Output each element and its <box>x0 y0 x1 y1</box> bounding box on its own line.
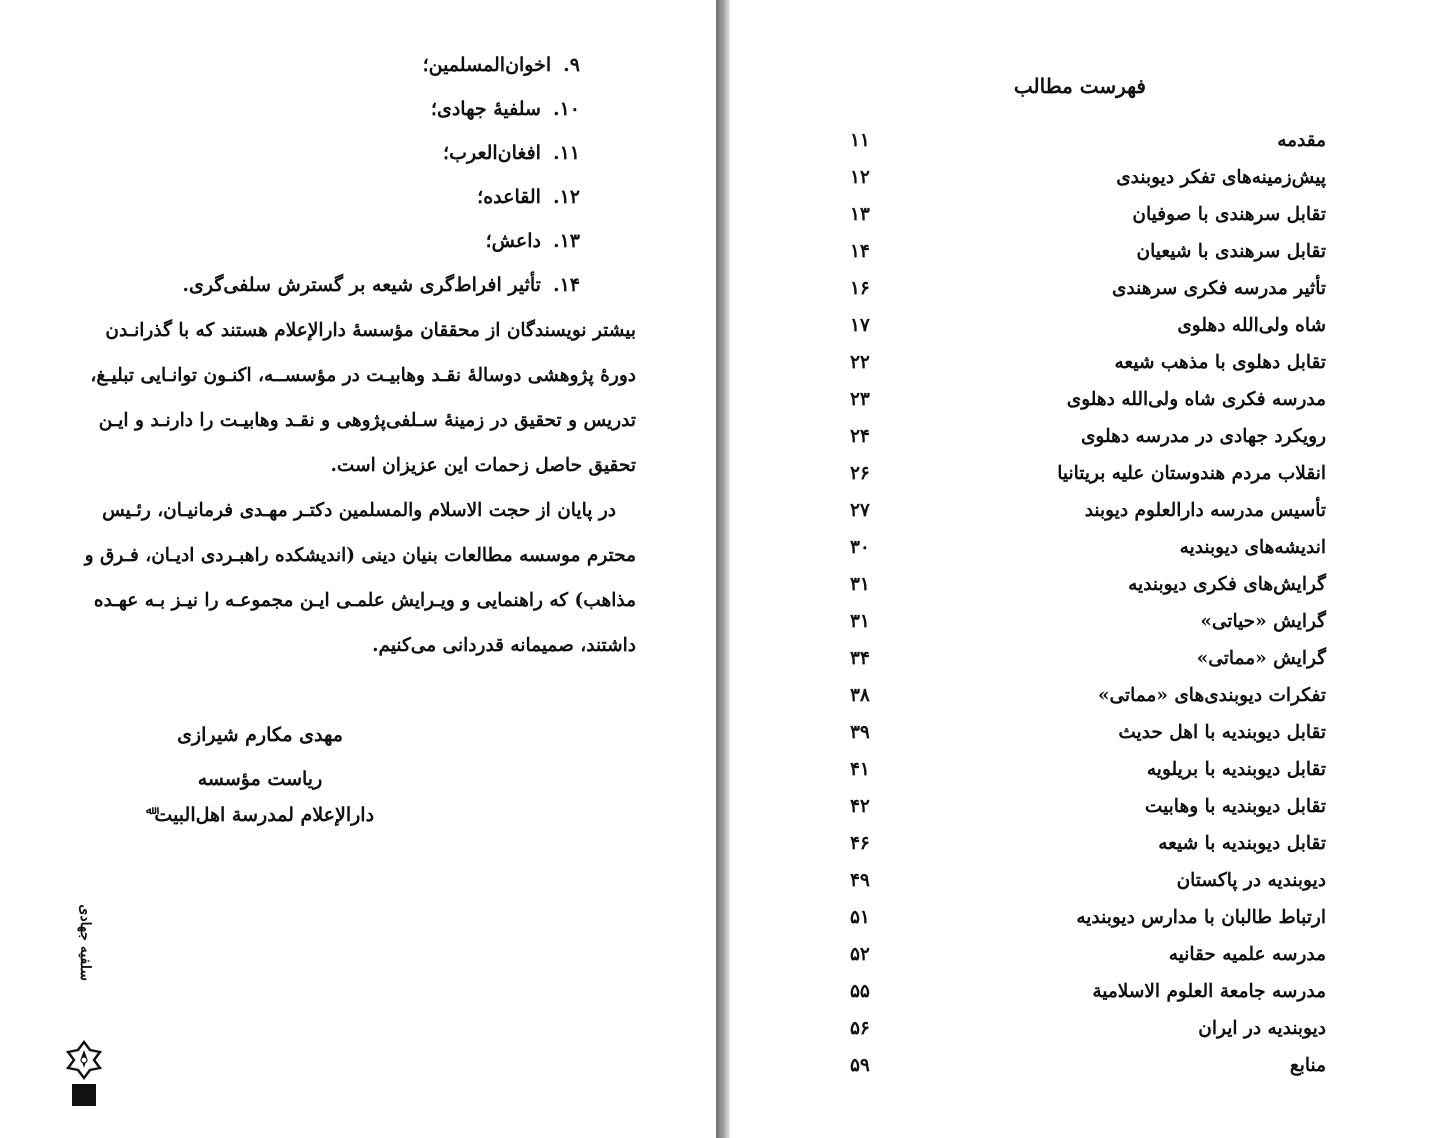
toc-entry-page: ۳۱ <box>850 574 870 595</box>
toc-entry-title: انقلاب مردم هندوستان علیه بریتانیا <box>1057 463 1326 484</box>
toc-entry-title: پیش‌زمینه‌های تفکر دیوبندی <box>1116 167 1326 188</box>
toc-entry[interactable] <box>850 315 1326 345</box>
salutation-glyph: ﷲ <box>145 804 153 817</box>
list-item <box>443 142 580 164</box>
toc-entry-title: ارتباط طالبان با مدارس دیوبندیه <box>1076 907 1326 928</box>
toc-entry[interactable] <box>850 870 1326 900</box>
book-spine-gutter <box>716 0 730 1138</box>
list-item <box>182 274 580 296</box>
list-item <box>431 98 580 120</box>
list-item-number: ۱۳. <box>552 230 580 252</box>
toc-entry-title: رویکرد جهادی در مدرسه دهلوی <box>1080 426 1326 447</box>
left-page <box>0 0 716 1138</box>
toc-entry-title: گرایش «مماتی» <box>1196 648 1326 669</box>
paragraph-line: داشتند، صمیمانه قدردانی می‌کنیم. <box>372 635 636 656</box>
toc-entry-title: مدرسه علمیه حقانیه <box>1168 944 1326 965</box>
toc-entry[interactable] <box>850 389 1326 419</box>
toc-entry[interactable] <box>850 907 1326 937</box>
toc-entry[interactable] <box>850 1055 1326 1085</box>
toc-entry-page: ۲۴ <box>850 426 870 447</box>
toc-entry-title: تقابل سرهندی با شیعیان <box>1136 241 1326 262</box>
list-item-text: سلفیهٔ جهادی؛ <box>430 98 541 120</box>
toc-entry-page: ۳۸ <box>850 685 870 706</box>
toc-entry-page: ۲۶ <box>850 463 870 484</box>
list-item-number: ۱۴. <box>552 274 580 296</box>
toc-entry[interactable] <box>850 167 1326 197</box>
toc-entry-title: تقابل دیوبندیه با شیعه <box>1158 833 1326 854</box>
toc-entry-page: ۲۲ <box>850 352 870 373</box>
toc-entry-title: دیوبندیه در پاکستان <box>1176 870 1326 891</box>
toc-entry-page: ۵۶ <box>850 1018 870 1039</box>
toc-entry[interactable] <box>850 241 1326 271</box>
toc-entry[interactable] <box>850 278 1326 308</box>
toc-entry[interactable] <box>850 759 1326 789</box>
toc-entry-page: ۵۱ <box>850 907 870 928</box>
toc-entry-page: ۴۶ <box>850 833 870 854</box>
paragraph-line: مذاهب) که راهنمایی و ویـرایش علمـی ایـن مجموعـه را نیـز بـه عهـده <box>93 590 636 611</box>
toc-entry-page: ۵۵ <box>850 981 870 1002</box>
toc-entry-page: ۱۴ <box>850 241 870 262</box>
toc-entry[interactable] <box>850 796 1326 826</box>
signature-name: مهدی مکارم شیرازی <box>177 724 343 746</box>
paragraph-line: در پایان از حجت الاسلام والمسلمین دکتـر مهـدی فرمانیـان، رئـیس <box>102 500 616 521</box>
toc-entry[interactable] <box>850 611 1326 641</box>
toc-entry[interactable] <box>850 204 1326 234</box>
toc-entry[interactable] <box>850 463 1326 493</box>
toc-entry[interactable] <box>850 500 1326 530</box>
list-item-text: اخوان‌المسلمین؛ <box>422 54 552 76</box>
toc-entry[interactable] <box>850 833 1326 863</box>
toc-entry-page: ۱۲ <box>850 167 870 188</box>
list-item <box>486 230 580 252</box>
toc-entry-title: مقدمه <box>1277 130 1326 151</box>
toc-entry-title: تقابل دیوبندیه با وهابیت <box>1144 796 1326 817</box>
toc-entry[interactable] <box>850 685 1326 715</box>
toc-entry-page: ۳۱ <box>850 611 870 632</box>
toc-entry-title: تقابل دیوبندیه با بریلویه <box>1146 759 1326 780</box>
toc-entry-page: ۵۲ <box>850 944 870 965</box>
list-item-text: داعش؛ <box>485 230 541 252</box>
list-item-number: ۱۰. <box>552 98 580 120</box>
toc-entry[interactable] <box>850 1018 1326 1048</box>
signature-institute <box>140 804 380 826</box>
list-item <box>477 186 580 208</box>
paragraph-line: محترم موسسه مطالعات بنیان دینی (اندیشکده راهبـردی ادیـان، فـرق و <box>84 545 636 566</box>
list-item-number: ۹. <box>563 54 580 76</box>
toc-entry-title: مدرسه جامعة العلوم الاسلامیة <box>1092 981 1326 1002</box>
paragraph-line: تحقیق حاصل زحمات این عزیزان است. <box>330 455 636 476</box>
paragraph-line: دورهٔ پژوهشی دوسالهٔ نقـد وهابیـت در مؤسســه، اکنـون توانـایی تبلیـغ، <box>90 365 636 386</box>
toc-entry-title: گرایش‌های فکری دیوبندیه <box>1128 574 1326 595</box>
toc-entry-title: اندیشه‌های دیوبندیه <box>1179 537 1326 558</box>
toc-entry-page: ۳۹ <box>850 722 870 743</box>
toc-entry[interactable] <box>850 981 1326 1011</box>
toc-entry[interactable] <box>850 426 1326 456</box>
list-item-text: افغان‌العرب؛ <box>443 142 541 164</box>
toc-entry[interactable] <box>850 537 1326 567</box>
toc-entry-page: ۱۶ <box>850 278 870 299</box>
toc-entry-page: ۳۰ <box>850 537 870 558</box>
list-item <box>423 54 580 76</box>
paragraph-line: تدریس و تحقیق در زمینهٔ سـلفی‌پژوهی و نقـد وهابیـت را دارنـد و ایـن <box>98 410 636 431</box>
signature-role: ریاست مؤسسه <box>197 768 323 790</box>
toc-entry[interactable] <box>850 352 1326 382</box>
running-head <box>70 904 100 988</box>
toc-entry-title: تقابل سرهندی با صوفیان <box>1132 204 1326 225</box>
toc-entry-title: دیوبندیه در ایران <box>1198 1018 1326 1039</box>
toc-entry-title: تأثیر مدرسه فکری سرهندی <box>1111 278 1326 299</box>
toc-heading: فهرست مطالب <box>1013 74 1146 98</box>
list-item-text: القاعده؛ <box>477 186 541 208</box>
right-page <box>730 0 1446 1138</box>
toc-entry-page: ۲۷ <box>850 500 870 521</box>
list-item-text: تأثیر افراط‌گری شیعه بر گسترش سلفی‌گری. <box>182 274 541 296</box>
toc-entry-title: تأسیس مدرسه دارالعلوم دیوبند <box>1084 500 1326 521</box>
list-item-number: ۱۱. <box>552 142 580 164</box>
toc-entry-title: منابع <box>1289 1055 1326 1076</box>
toc-entry-title: تقابل دیوبندیه با اهل حدیث <box>1118 722 1326 743</box>
toc-entry-page: ۵۹ <box>850 1055 870 1076</box>
toc-entry-page: ۱۳ <box>850 204 870 225</box>
toc-entry-page: ۳۴ <box>850 648 870 669</box>
running-head-text: سلفیه جهادی <box>77 904 93 981</box>
toc-entry-title: مدرسه فکری شاه ولی‌الله دهلوی <box>1066 389 1326 410</box>
toc-entry-page: ۴۲ <box>850 796 870 817</box>
toc-entry-page: ۴۱ <box>850 759 870 780</box>
toc-entry[interactable] <box>850 722 1326 752</box>
toc-entry[interactable] <box>850 944 1326 974</box>
toc-entry-page: ۴۹ <box>850 870 870 891</box>
toc-entry-page: ۱۷ <box>850 315 870 336</box>
toc-entry[interactable] <box>850 574 1326 604</box>
paragraph-line: بیشتر نویسندگان از محققان مؤسسهٔ دارالإعلام هستند که با گذرانـدن <box>105 320 636 341</box>
toc-entry-title: تفکرات دیوبندی‌های «مماتی» <box>1097 685 1326 706</box>
toc-entry-page: ۱۱ <box>850 130 870 151</box>
list-item-number: ۱۲. <box>552 186 580 208</box>
publisher-logo-icon <box>64 1038 104 1114</box>
toc-entry[interactable] <box>850 130 1326 160</box>
toc-entry-title: تقابل دهلوی با مذهب شیعه <box>1114 352 1326 373</box>
toc-entry-title: شاه ولی‌الله دهلوی <box>1177 315 1326 336</box>
signature-institute-text: دارالإعلام لمدرسة اهل‌البیت <box>154 804 375 826</box>
toc-entry-title: گرایش «حیاتی» <box>1200 611 1326 632</box>
toc-entry-page: ۲۳ <box>850 389 870 410</box>
toc-entry[interactable] <box>850 648 1326 678</box>
